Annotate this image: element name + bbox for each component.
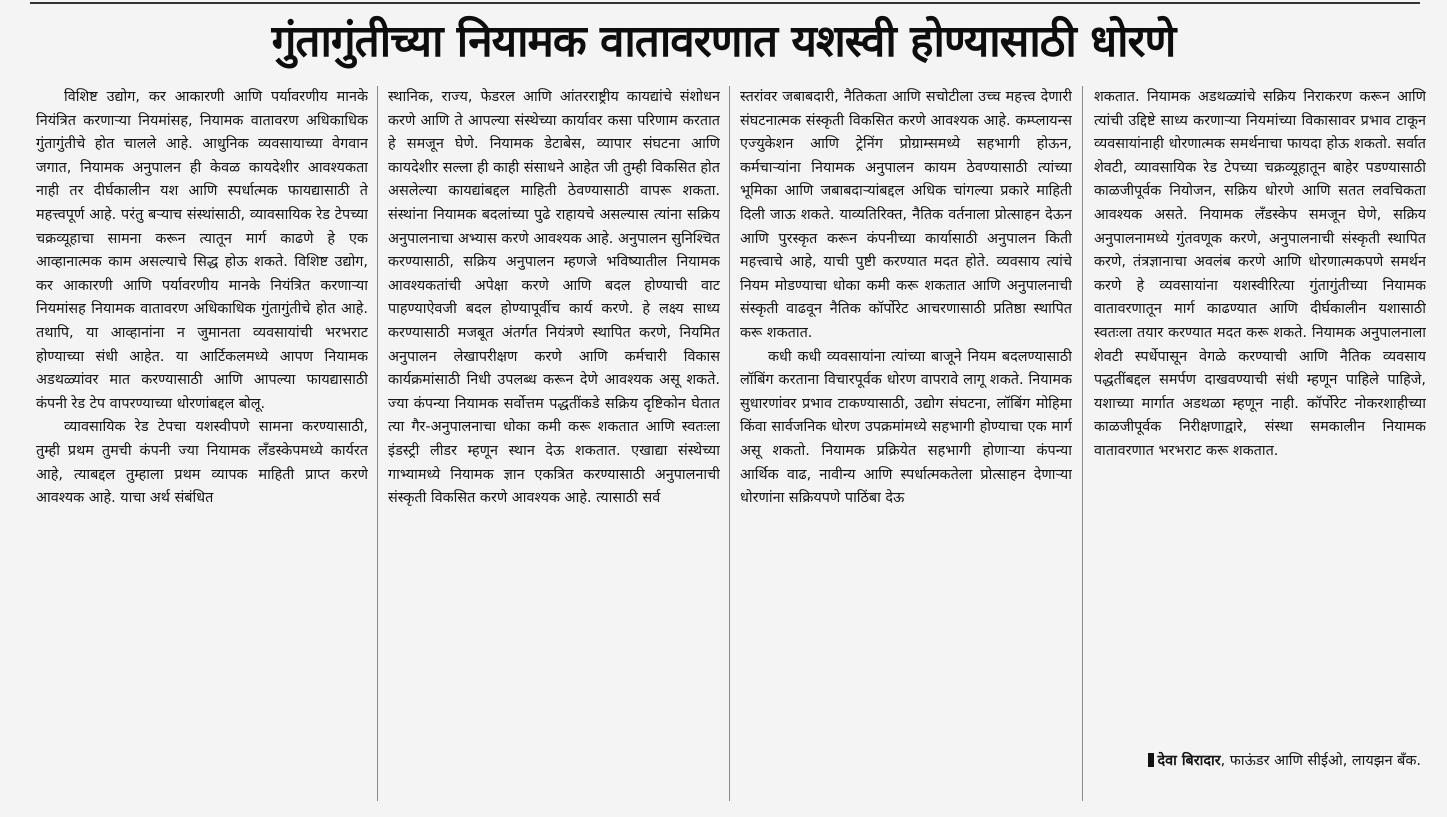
article-column-4 [1094,86,1426,806]
column-divider [1082,86,1083,801]
top-rule [30,2,1420,4]
column-divider [377,86,378,801]
article-headline: गुंतागुंतीच्या नियामक वातावरणात यशस्वी होण्यासाठी धोरणे [271,16,1176,67]
paragraph: स्थानिक, राज्य, फेडरल आणि आंतरराष्ट्रीय कायद्यांचे संशोधन करणे आणि ते आपल्या संस्थेच्या कार्यावर कसा परिणाम करतात हे समजून घेणे. नियामक डेटाबेस, व्यापार संघटना आणि कायदेशीर सल्ला ही काही संसाधने आहेत जी तुम्ही विकसित होत असलेल्या कायद्यांबद्दल माहिती ठेवण्यासाठी वापरू शकता. संस्थांना नियामक बदलांच्या पुढे राहायचे असल्यास त्यांना सक्रिय अनुपालनाचा अभ्यास करणे आवश्यक आहे. अनुपालन सुनिश्चित करण्यासाठी, सक्रिय अनुपालन म्हणजे भविष्यातील नियामक आवश्यकतांची अपेक्षा करणे आणि बदल होण्याची वाट पाहण्याऐवजी बदल होण्यापूर्वीच कार्य करणे. हे लक्ष्य साध्य करण्यासाठी मजबूत अंतर्गत नियंत्रणे स्थापित करणे, नियमित अनुपालन लेखापरीक्षण करणे आणि कर्मचारी विकास कार्यक्रमांसाठी निधी उपलब्ध करून देणे आवश्यक असू शकते. ज्या कंपन्या नियामक सर्वोत्तम पद्धतींकडे सक्रिय दृष्टिकोन घेतात त्या गैर-अनुपालनाचा धोका कमी करू शकतात आणि स्वतःला इंडस्ट्री लीडर म्हणून स्थान देऊ शकतात. एखाद्या संस्थेच्या गाभ्यामध्ये नियामक ज्ञान एकत्रित करण्यासाठी अनुपालनाची संस्कृती विकसित करणे आवश्यक आहे. त्यासाठी सर्व [388,89,720,507]
article-column-3 [740,86,1072,806]
paragraph: कधी कधी व्यवसायांना त्यांच्या बाजूने नियम बदलण्यासाठी लॉबिंग करताना विचारपूर्वक धोरण वापरावे लागू शकते. नियामक सुधारणांवर प्रभाव टाकण्यासाठी, उद्योग संघटना, लॉबिंग मोहिमा किंवा सार्वजनिक धोरण उपक्रमांमध्ये सहभागी होण्याचा एक मार्ग असू शकतो. नियामक प्रक्रियेत सहभागी होणाऱ्या कंपन्या आर्थिक वाढ, नावीन्य आणि स्पर्धात्मकतेला प्रोत्साहन देणाऱ्या धोरणांना सक्रियपणे पाठिंबा देऊ [740,348,1072,507]
paragraph: शकतात. नियामक अडथळ्यांचे सक्रिय निराकरण करून आणि त्यांची उद्दिष्टे साध्य करणाऱ्या नियमांच्या विकासावर प्रभाव टाकून व्यवसायांनाही धोरणात्मक समर्थनाचा फायदा होऊ शकतो. सर्वात शेवटी, व्यावसायिक रेड टेपच्या चक्रव्यूहातून बाहेर पडण्यासाठी काळजीपूर्वक नियोजन, सक्रिय धोरणे आणि सतत लवचिकता आवश्यक असते. नियामक लँडस्केप समजून घेणे, सक्रिय अनुपालनामध्ये गुंतवणूक करणे, अनुपालनाची संस्कृती स्थापित करणे, तंत्रज्ञानाचा अवलंब करणे आणि धोरणात्मकपणे समर्थन करणे हे व्यवसायांना यशस्वीरित्या गुंतागुंतीच्या नियामक वातावरणातून मार्ग काढण्यात आणि दीर्घकालीन यशासाठी स्वतःला तयार करण्यात मदत करू शकते. नियामक अनुपालनाला शेवटी स्पर्धेपासून वेगळे करण्याची आणि नैतिक व्यवसाय पद्धतींबद्दल समर्पण दाखवण्याची संधी म्हणून पाहिले पाहिजे, यशाच्या मार्गात अडथळा म्हणून नाही. कॉर्पोरेट नोकरशाहीच्या काळजीपूर्वक निरीक्षणाद्वारे, संस्था समकालीन नियामक वातावरणात भरभराट करू शकतात. [1094,89,1426,459]
paragraph: स्तरांवर जबाबदारी, नैतिकता आणि सचोटीला उच्च महत्त्व देणारी संघटनात्मक संस्कृती विकसित करणे आवश्यक आहे. कम्प्लायन्स एज्युकेशन आणि ट्रेनिंग प्रोग्राम्समध्ये सहभागी होऊन, कर्मचाऱ्यांना नियामक अनुपालन कायम ठेवण्यासाठी त्यांच्या भूमिका आणि जबाबदाऱ्यांबद्दल अधिक चांगल्या प्रकारे माहिती दिली जाऊ शकते. याव्यतिरिक्त, नैतिक वर्तनाला प्रोत्साहन देऊन आणि पुरस्कृत करून कंपनीच्या कार्यासाठी अनुपालन किती महत्त्वाचे आहे, याची पुष्टी करण्यात मदत होते. व्यवसाय त्यांचे नियम मोडण्याचा धोका कमी करू शकतात आणि अनुपालनाची संस्कृती वाढवून नैतिक कॉर्पोरेट आचरणासाठी प्रतिष्ठा स्थापित करू शकतात. [740,89,1072,341]
byline-marker-icon [1148,753,1154,767]
article-column-2 [388,86,720,806]
author-byline [1121,749,1421,773]
author-name: देवा बिरादार [1157,753,1221,769]
column-divider [729,86,730,801]
paragraph: विशिष्ट उद्योग, कर आकारणी आणि पर्यावरणीय मानके नियंत्रित करणाऱ्या नियमांसह, नियामक वातावरण अधिकाधिक गुंतागुंतीचे होत चालले आहे. आधुनिक व्यवसायाच्या वेगवान जगात, नियामक अनुपालन ही केवळ कायदेशीर आवश्यकता नाही तर दीर्घकालीन यश आणि स्पर्धात्मक फायद्यासाठी ते महत्त्वपूर्ण आहे. परंतु बऱ्याच संस्थांसाठी, व्यावसायिक रेड टेपच्या चक्रव्यूहाचा सामना करून त्यातून मार्ग काढणे हे एक आव्हानात्मक काम असल्याचे सिद्ध होऊ शकते. विशिष्ट उद्योग, कर आकारणी आणि पर्यावरणीय मानके नियंत्रित करणाऱ्या नियमांसह नियामक वातावरण अधिकाधिक गुंतागुंतीचे होत आहे. तथापि, या आव्हानांना न जुमानता व्यवसायांची भरभराट होण्याच्या संधी आहेत. या आर्टिकलमध्ये आपण नियामक अडथळ्यांवर मात करण्यासाठी आणि आपल्या फायद्यासाठी कंपनी रेड टेप वापरण्याच्या धोरणांबद्दल बोलू. [36,89,368,412]
article-column-1 [36,86,368,806]
author-role: , फाऊंडर आणि सीईओ, लायझन बँक. [1220,753,1421,769]
paragraph: व्यावसायिक रेड टेपचा यशस्वीपणे सामना करण्यासाठी, तुम्ही प्रथम तुमची कंपनी ज्या नियामक लँडस्केपमध्ये कार्यरत आहे, त्याबद्दल तुम्हाला प्रथम व्यापक माहिती प्राप्त करणे आवश्यक आहे. याचा अर्थ संबंधित [36,419,368,507]
